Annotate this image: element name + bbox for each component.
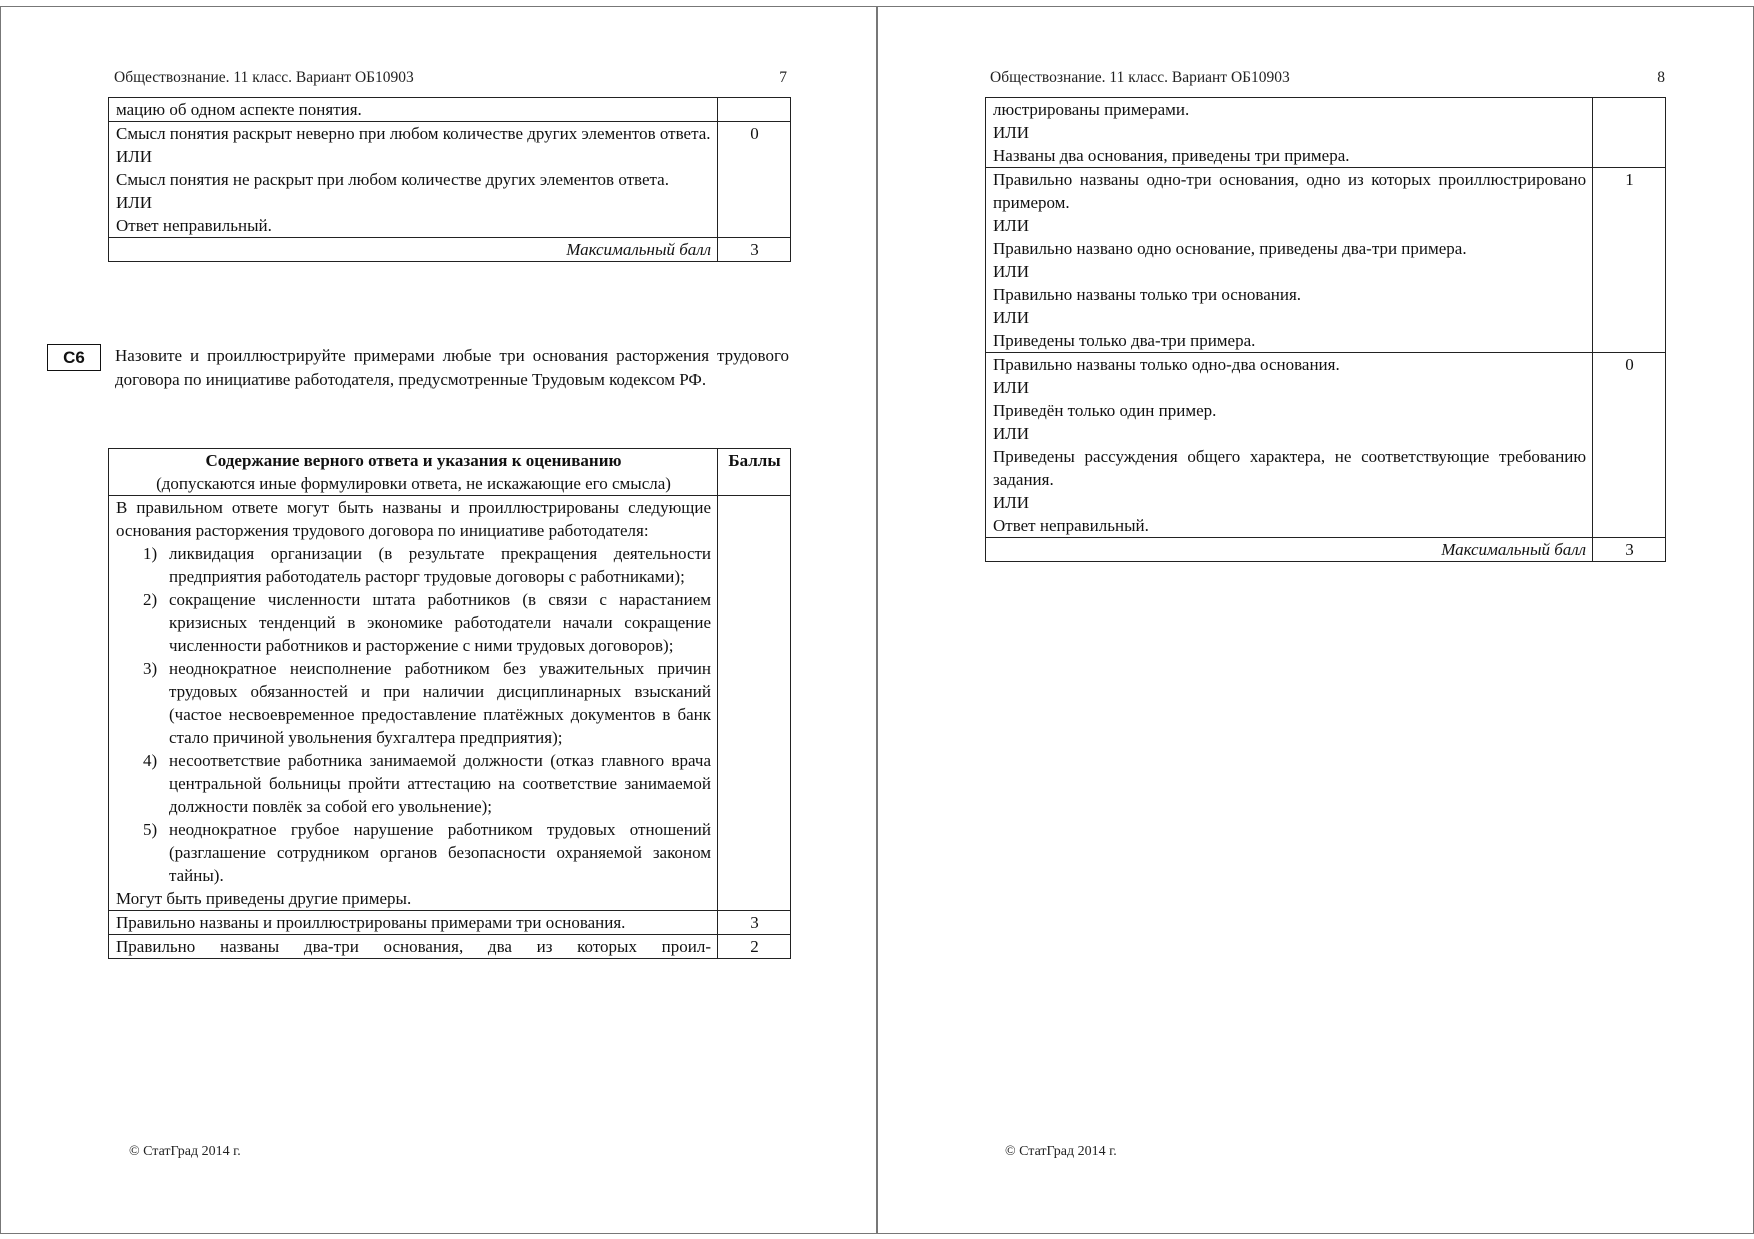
answer-table (108, 448, 791, 959)
criteria-text: Правильно названы два-три основания, два из которых проил- (109, 935, 718, 959)
table-row (109, 98, 791, 122)
table-row (109, 238, 791, 262)
page-footer: © СтатГрад 2014 г. (129, 1144, 241, 1159)
table-row (109, 935, 791, 959)
header-title: Обществознание. 11 класс. Вариант ОБ10903 (114, 69, 414, 86)
criteria-text: Правильно названы и проиллюстрированы примерами три основания. (109, 911, 718, 935)
table-row (109, 496, 791, 911)
answer-list (116, 542, 711, 887)
answer-intro: В правильном ответе могут быть названы и проиллюстрированы следующие основания расторжения трудового договора по инициативе работодателя: (116, 498, 712, 540)
score-cell: 0 (718, 122, 791, 238)
criteria-table (985, 97, 1666, 562)
table-header-score: Баллы (718, 449, 791, 496)
table-row (986, 538, 1666, 562)
header-title: Обществознание. 11 класс. Вариант ОБ10903 (990, 69, 1290, 86)
table-row (986, 98, 1666, 168)
page-right (877, 6, 1754, 1234)
page-footer: © СтатГрад 2014 г. (1005, 1144, 1117, 1159)
table-header-row (109, 449, 791, 496)
table-header-title: Содержание верного ответа и указания к оцениванию (205, 451, 622, 470)
score-cell: 1 (1593, 168, 1666, 353)
table-row (109, 122, 791, 238)
question-label: С6 (47, 344, 101, 371)
score-cell: 0 (1593, 353, 1666, 538)
score-cell: 3 (718, 911, 791, 935)
criteria-text: люстрированы примерами. ИЛИ Названы два основания, приведены три примера. (986, 98, 1593, 168)
page-number: 7 (779, 69, 787, 86)
list-item: 4) несоответствие работника занимаемой должности (отказ главного врача центральной больницы пройти аттестацию на соответствие занимаемой должности повлёк за собой его увольнение); (143, 751, 712, 816)
list-item: 2) сокращение численности штата работников (в связи с нарастанием кризисных тенденций в экономике работодатели начали сокращение численности работников и расторжение с ними трудовых договоров); (143, 590, 712, 655)
max-score-label: Максимальный балл (986, 538, 1593, 562)
criteria-text: Правильно названы одно-три основания, одно из которых проиллюстрировано примером. ИЛИ Правильно названо одно основание, приведены два-три примера. ИЛИ Правильно названы только три основания. ИЛИ Приведены только два-три примера. (986, 168, 1593, 353)
list-item: 1) ликвидация организации (в результате прекращения деятельности предприятия работодатель расторг трудовые договоры с работниками); (143, 544, 712, 586)
max-score-label: Максимальный балл (109, 238, 718, 262)
table-header-note: (допускаются иные формулировки ответа, не искажающие его смысла) (156, 474, 671, 493)
criteria-table-continued (108, 97, 791, 262)
score-cell: 2 (718, 935, 791, 959)
table-row (986, 168, 1666, 353)
criteria-text: Правильно названы только одно-два основания. ИЛИ Приведён только один пример. ИЛИ Приведены рассуждения общего характера, не соответствующие требованию задания. ИЛИ Ответ неправильный. (986, 353, 1593, 538)
criteria-text: мацию об одном аспекте понятия. (109, 98, 718, 122)
table-row (986, 353, 1666, 538)
page-number: 8 (1657, 69, 1665, 86)
list-item: 3) неоднократное неисполнение работником без уважительных причин трудовых обязанностей и при наличии дисциплинарных взысканий (частое несвоевременное предоставление платёжных документов в банк стало причиной увольнения бухгалтера предприятия); (143, 659, 712, 747)
question-text: Назовите и проиллюстрируйте примерами любые три основания расторжения трудового договора по инициативе работодателя, предусмотренные Трудовым кодексом РФ. (115, 346, 789, 389)
answer-outro: Могут быть приведены другие примеры. (116, 889, 412, 908)
table-row (109, 911, 791, 935)
page-left (0, 6, 877, 1234)
max-score-value: 3 (718, 238, 791, 262)
list-item: 5) неоднократное грубое нарушение работником трудовых отношений (разглашение сотрудником органов безопасности охраняемой законом тайны). (143, 820, 712, 885)
answer-content (109, 496, 718, 911)
criteria-text: Смысл понятия раскрыт неверно при любом количестве других элементов ответа. ИЛИ Смысл понятия не раскрыт при любом количестве других элементов ответа. ИЛИ Ответ неправильный. (109, 122, 718, 238)
max-score-value: 3 (1593, 538, 1666, 562)
